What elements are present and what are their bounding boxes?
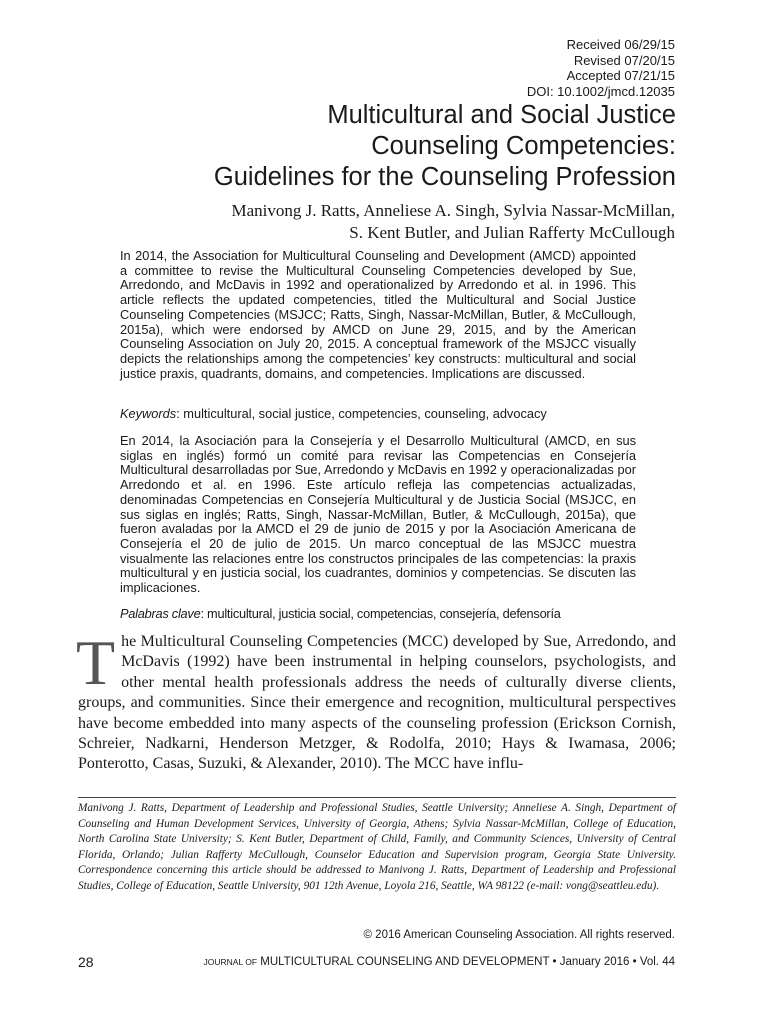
revised-date: Revised 07/20/15: [573, 52, 675, 68]
abstract-english: In 2014, the Association for Multicultural Counseling and Development (AMCD) appointed a committee to revise the Multicultural Counseling Competencies developed by Sue, Arredondo, and McDavis in 1992 and operationalized by Arredondo et al. in 1996. This article reflects the updated competencies, titled the Multicultural and Social Justice Counseling Competencies (MSJCC; Ratts, Singh, Nassar-McMillan, Butler, & McCullough, 2015a), which were endorsed by AMCD on June 29, 2015, and by the American Counseling Association on July 20, 2015. A conceptual framework of the MSJCC visually depicts the relationships among the competencies’ key constructs: multicultural and social justice praxis, quadrants, domains, and competencies. Implications are discussed.: [120, 248, 636, 381]
submission-dates: [527, 37, 675, 99]
authors-line-1: Manivong J. Ratts, Anneliese A. Singh, Sylvia Nassar-McMillan,: [231, 201, 675, 220]
keywords-spanish: [120, 607, 636, 622]
title-line-2: Counseling Competencies:: [371, 132, 676, 160]
doi: DOI: 10.1002/jmcd.12035: [526, 83, 675, 99]
accepted-date: Accepted 07/21/15: [566, 68, 675, 83]
page-number: 28: [78, 954, 94, 970]
received-date: Received 06/29/15: [566, 37, 675, 52]
keywords-label: Keywords: [120, 406, 177, 421]
abstract-spanish: En 2014, la Asociación para la Consejería y el Desarrollo Multicultural (AMCD, en sus siglas en inglés) formó un comité para revisar las Competencias en Consejería Multicultural desarrolladas por Sue, Arredondo y McDavis en 1992 y operacionalizadas por Arredondo et al. en 1996. Este artículo refleja las competencias actualizadas, denominadas Competencias en Consejería Multicultural y de Justicia Social (MSJCC, en sus siglas en inglés; Ratts, Singh, Nassar-McMillan, Butler, & McCullough, 2015a), que fueron avaladas por la AMCD el 29 de junio de 2015 y por la Asociación Americana de Consejería el 20 de julio de 2015. Un marco conceptual de las MSJCC muestra visualmente las relaciones entre los constructos principales de las competencias: la praxis multicultural y en justicia social, los cuadrantes, dominios y competencias. Se discuten las implicaciones.: [120, 433, 636, 596]
authors-line-2: S. Kent Butler, and Julian Rafferty McCullough: [349, 222, 675, 242]
journal-running-footer: [204, 956, 675, 968]
palabras-clave-text: : multicultural, justicia social, competencias, consejería, defensoría: [200, 606, 561, 621]
keywords-english: [120, 407, 636, 422]
drop-cap: T: [76, 627, 116, 698]
journal-name: MULTICULTURAL COUNSELING AND DEVELOPMENT • January 2016 • Vol. 44: [257, 956, 675, 968]
author-footnote: Manivong J. Ratts, Department of Leadership and Professional Studies, Seattle University; Anneliese A. Singh, Department of Counseling and Human Development Services, University of Georgia, Athens; Sylvia Nassar-McMillan, College of Education, North Carolina State University; S. Kent Butler, Department of Child, Family, and Community Sciences, University of Central Florida, Orlando; Julian Rafferty McCullough, Counselor Education and Supervision program, Georgia State University. Correspondence concerning this article should be addressed to Manivong J. Ratts, Department of Leadership and Professional Studies, College of Education, Seattle University, 901 12th Avenue, Loyola 216, Seattle, WA 98122 (e-mail: vong@seattleu.edu).: [78, 802, 676, 892]
palabras-clave-label: Palabras clave: [120, 606, 201, 621]
author-list: [55, 200, 675, 243]
article-title: [76, 100, 676, 193]
body-paragraph: he Multicultural Counseling Competencies (MCC) developed by Sue, Arredondo, and McDavis (1992) have been instrumental in helping counselors, psychologists, and other mental health professionals address the needs of culturally diverse clients, groups, and communities. Since their emergence and recognition, multicultural perspectives have become embedded into many aspects of the counseling profession (Erickson Cornish, Schreier, Nadkarni, Henderson Metzger, & Rodolfa, 2010; Hays & Iwamasa, 2006; Ponterotto, Casas, Suzuki, & Alexander, 2010). The MCC have influ-: [78, 633, 676, 773]
body-text: [76, 627, 676, 775]
title-line-1: Multicultural and Social Justice: [327, 101, 676, 129]
keywords-text: : multicultural, social justice, competencies, counseling, advocacy: [176, 406, 547, 421]
journal-prefix: JOURNAL OF: [203, 957, 258, 967]
copyright-notice: © 2016 American Counseling Association. All rights reserved.: [363, 929, 675, 941]
footnote-divider: [78, 797, 676, 798]
title-line-3: Guidelines for the Counseling Profession: [213, 163, 676, 191]
